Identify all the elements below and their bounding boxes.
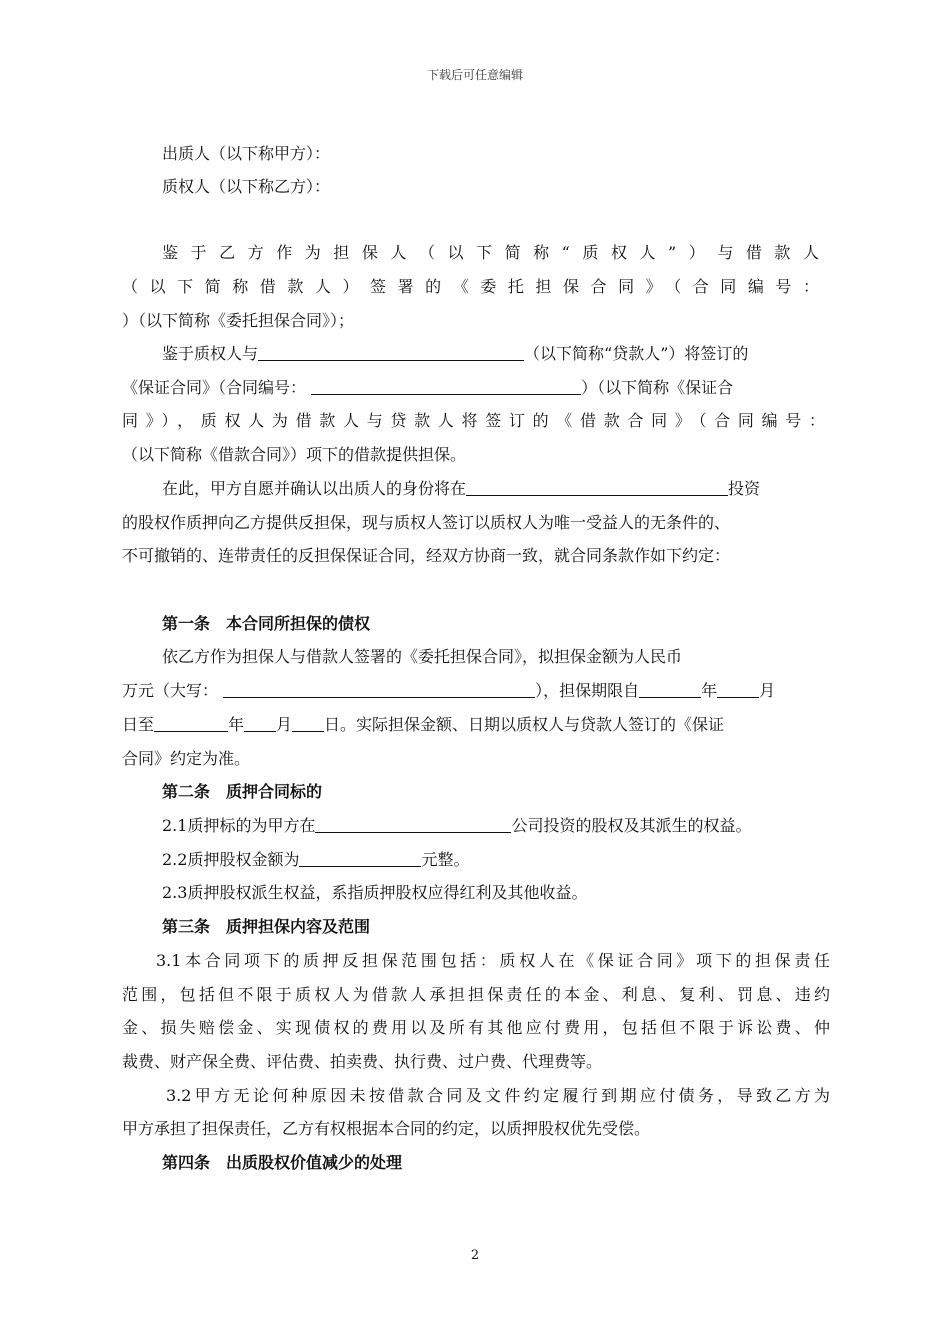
company-blank: [315, 816, 511, 833]
start-month-blank: [717, 681, 759, 698]
investee-blank: [466, 479, 728, 496]
amount-in-words-blank: [223, 681, 535, 698]
article3-p1-line4: 裁费、财产保全费、评估费、拍卖费、执行费、过户费、代理费等。: [122, 1052, 603, 1071]
equity-amount-blank: [299, 850, 421, 867]
article3-title: 第三条 质押担保内容及范围: [162, 917, 371, 936]
article1-text-g: 月: [276, 715, 293, 734]
article2-text-c: 2.2质押股权金额为: [162, 850, 300, 869]
page-number: 2: [470, 1248, 480, 1263]
article2-text-d: 元整。: [421, 850, 470, 869]
whereas1-line3: ）（以下简称《委托担保合同》）；: [122, 311, 355, 330]
end-year-blank: [154, 715, 228, 732]
article2-text-a: 2.1质押标的为甲方在: [162, 816, 316, 835]
end-day-blank: [292, 715, 324, 732]
whereas2-text-d: ）（以下简称《保证合: [581, 378, 734, 397]
hereby-text-a: 在此，甲方自愿并确认以出质人的身份将在: [162, 479, 467, 498]
whereas2-line2: [122, 377, 830, 399]
whereas2-line3: 同》），质权人为借款人与贷款人将签订的《借款合同》（合同编号：: [122, 411, 830, 430]
article1-text-f: 年: [228, 715, 245, 734]
guarantee-contract-no-blank: [311, 378, 581, 395]
article2-title: 第二条 质押合同标的: [162, 782, 323, 801]
article3-p2-line2: 甲方承担了担保责任，乙方有权根据本合同的约定，以质押股权优先受偿。: [122, 1119, 651, 1138]
hereby-line2: 的股权作质押向乙方提供反担保，现与质权人签订以质权人为唯一受益人的无条件的、: [122, 513, 731, 532]
article2-item2: [162, 849, 830, 871]
whereas2-text-a: 鉴于质权人与: [162, 344, 259, 363]
article1-text-a: 万元（大写：: [122, 681, 219, 700]
article1-line2: [122, 680, 830, 702]
article3-p2-line1: 3.2甲方无论何种原因未按借款合同及文件约定履行到期应付债务，导致乙方为: [166, 1086, 830, 1105]
whereas2-text-b: （以下简称“贷款人”）将签订的: [524, 344, 749, 363]
article1-line4: 合同》约定为准。: [122, 749, 251, 768]
whereas1-line2: （以下简称借款人）签署的《委托担保合同》（合同编号：: [122, 277, 830, 296]
start-year-blank: [639, 681, 701, 698]
article1-text-c: 年: [701, 681, 718, 700]
pledgor-label: 出质人（以下称甲方）：: [162, 144, 331, 163]
whereas1-line1: 鉴于乙方作为担保人（以下简称“质权人”）与借款人: [162, 243, 830, 262]
article1-text-h: 日。实际担保金额、日期以质权人与贷款人签订的《保证: [324, 715, 725, 734]
pledgee-label: 质权人（以下称乙方）：: [162, 177, 331, 196]
whereas2-text-c: 《保证合同》（合同编号：: [122, 378, 307, 397]
article1-text-b: ），担保期限自: [535, 681, 640, 700]
article3-p1-line2: 范围，包括但不限于质权人为借款人承担担保责任的本金、利息、复利、罚息、违约: [122, 985, 830, 1004]
article1-title: 第一条 本合同所担保的债权: [162, 614, 371, 633]
article2-item1: [162, 815, 830, 837]
hereby-line1: [162, 478, 830, 500]
article3-p1-line1: 3.1本合同项下的质押反担保范围包括：质权人在《保证合同》项下的担保责任: [156, 951, 830, 970]
article1-line3: [122, 714, 830, 736]
lender-blank: [258, 344, 524, 361]
article2-text-b: 公司投资的股权及其派生的权益。: [511, 816, 752, 835]
article2-item3: 2.3质押股权派生权益，系指质押股权应得红利及其他收益。: [162, 883, 588, 902]
article1-text-d: 月: [759, 681, 776, 700]
whereas2-line4: （以下简称《借款合同》）项下的借款提供担保。: [122, 445, 467, 464]
page-header: 下载后可任意编辑: [426, 68, 523, 82]
hereby-line3: 不可撤销的、连带责任的反担保保证合同，经双方协商一致，就合同条款作如下约定：: [122, 546, 731, 565]
end-month-blank: [244, 715, 276, 732]
article4-title: 第四条 出质股权价值减少的处理: [162, 1153, 403, 1172]
hereby-text-b: 投资: [728, 479, 761, 498]
article3-p1-line3: 金、损失赔偿金、实现债权的费用以及所有其他应付费用，包括但不限于诉讼费、仲: [122, 1018, 830, 1037]
article1-line1: 依乙方作为担保人与借款人签署的《委托担保合同》，拟担保金额为人民币: [162, 647, 683, 666]
article1-text-e: 日至: [122, 715, 155, 734]
whereas2-line1: [162, 343, 830, 365]
